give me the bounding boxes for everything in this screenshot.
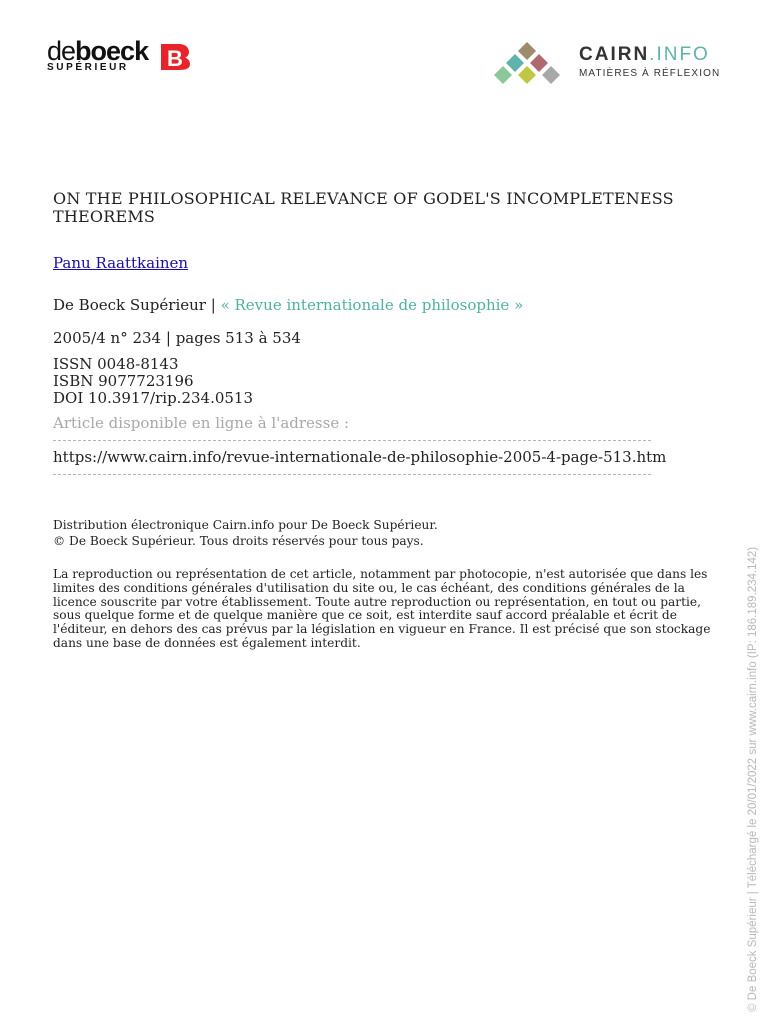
distribution-notice [53, 517, 733, 549]
journal-link[interactable]: « Revue internationale de philosophie » [220, 296, 524, 314]
article-title: ON THE PHILOSOPHICAL RELEVANCE OF GODEL'S INCOMPLETENESS THEOREMS [53, 189, 674, 226]
publisher-name: De Boeck Supérieur | [53, 296, 216, 314]
cairn-info-logo [486, 40, 726, 92]
cairn-name-main: CAIRN [579, 44, 650, 65]
issn: ISSN 0048-8143 [53, 355, 179, 373]
isbn: ISBN 9077723196 [53, 372, 194, 390]
deboeck-word-de: de [47, 36, 76, 66]
identifiers [53, 356, 253, 407]
cairn-name-suffix: .INFO [649, 44, 710, 65]
cairn-name [579, 44, 710, 66]
deboeck-superieur-logo [47, 36, 197, 74]
distribution-line-1: Distribution électronique Cairn.info pour De Boeck Supérieur. [53, 518, 438, 532]
cairn-diamonds-icon [486, 40, 568, 90]
publisher-line [53, 296, 523, 314]
dashed-divider-top [53, 440, 651, 441]
deboeck-word-boeck: boeck [75, 36, 149, 66]
download-side-note: © De Boeck Supérieur | Téléchargé le 20/01/2022 sur www.cairn.info (IP: 186.189.234.142) [747, 546, 759, 1012]
dashed-divider-bottom [53, 474, 651, 475]
doi: DOI 10.3917/rip.234.0513 [53, 389, 254, 407]
deboeck-subtitle: SUPÉRIEUR [47, 62, 129, 73]
deboeck-b-mark-icon [159, 42, 191, 72]
author-link[interactable]: Panu Raattkainen [53, 254, 189, 272]
issue-info: 2005/4 n° 234 | pages 513 à 534 [53, 329, 301, 347]
distribution-line-2: © De Boeck Supérieur. Tous droits réservés pour tous pays. [53, 534, 424, 548]
deboeck-b-letter: B [167, 46, 183, 71]
legal-notice: La reproduction ou représentation de cet article, notamment par photocopie, n'est autorisée que dans les limites des conditions générales d'utilisation du site ou, le cas échéant, des conditions générales de la licence souscrite par votre établissement. Toute autre reproduction ou représentation, en tout ou partie, sous quelque forme et de quelque manière que ce soit, est interdite sauf accord préalable et écrit de l'éditeur, en dehors des cas prévus par la législation en vigueur en France. Il est précisé que son stockage dans une base de données est également interdit. [53, 567, 711, 650]
article-url[interactable]: https://www.cairn.info/revue-internationale-de-philosophie-2005-4-page-513.htm [53, 448, 667, 466]
availability-label: Article disponible en ligne à l'adresse : [53, 414, 350, 432]
cairn-tagline: MATIÈRES À RÉFLEXION [579, 68, 721, 79]
